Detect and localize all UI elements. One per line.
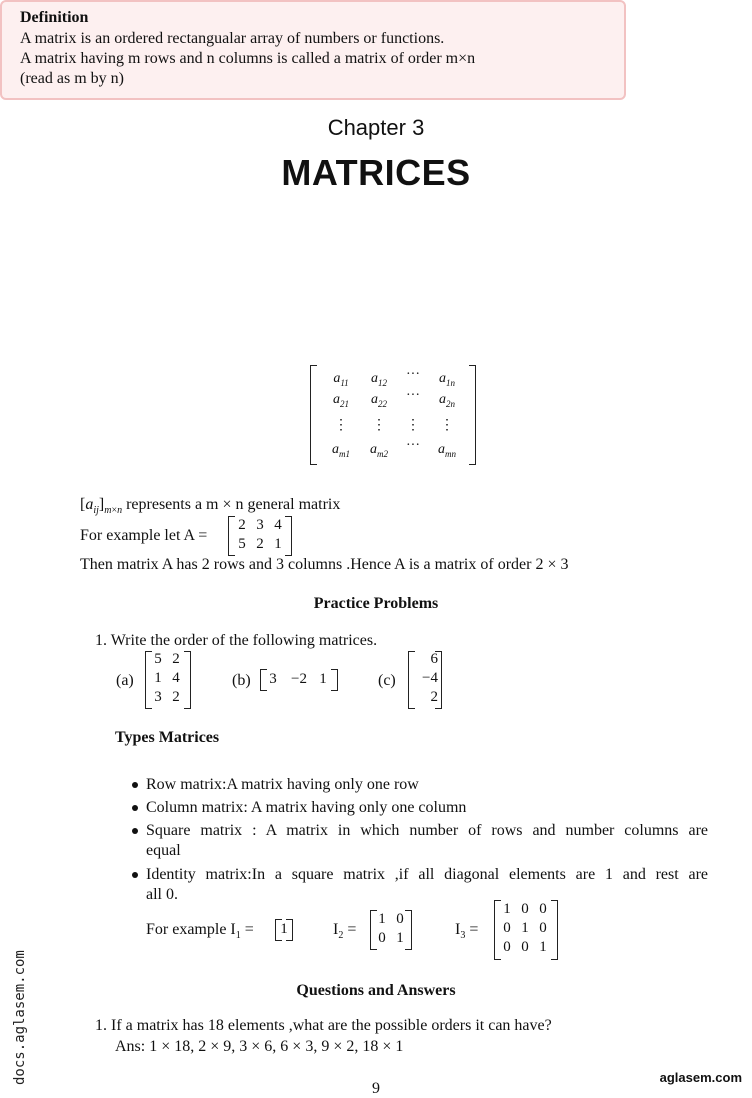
practice-question-1: 1. Write the order of the following matrices. xyxy=(95,632,378,649)
general-matrix-statement xyxy=(80,496,340,516)
matrix-cell: 3 xyxy=(256,517,264,533)
matrix-cell: −4 xyxy=(422,670,438,686)
identity-example: For example $I_1$ = xyxy=(146,921,254,942)
bullet-icon xyxy=(132,782,138,788)
types-heading: Types Matrices xyxy=(115,729,220,746)
matrix-cell: 1 xyxy=(378,911,386,927)
cell-dots: ··· xyxy=(406,367,420,382)
general-text: represents a m × n general matrix xyxy=(122,496,341,513)
matrix-a xyxy=(145,651,191,709)
cell-vdots: ⋮ xyxy=(406,418,420,433)
example-matrix-a xyxy=(228,516,292,556)
matrix-cell: 4 xyxy=(274,517,282,533)
identity-3-label: $I_3$ = xyxy=(455,921,479,942)
matrix-cell: 1 xyxy=(274,536,282,552)
cell-amn: $a_{mn}$ xyxy=(438,442,456,459)
matrix-cell: 1 xyxy=(539,939,547,955)
general-symbol: $[a_{ij}]_{m\times n}$ xyxy=(80,496,123,517)
matrix-cell: −2 xyxy=(291,671,307,687)
cell-a11: $a_{11}$ xyxy=(333,371,349,388)
cell-dots: ··· xyxy=(406,388,420,403)
matrix-cell: 0 xyxy=(503,939,511,955)
matrix-cell: 3 xyxy=(269,671,277,687)
matrix-cell: 2 xyxy=(238,517,246,533)
option-c-label: (c) xyxy=(378,672,396,689)
right-bracket xyxy=(184,651,191,709)
matrix-cell: 1 xyxy=(396,930,404,946)
cell-a22: $a_{22}$ xyxy=(371,392,387,409)
matrix-cell: 0 xyxy=(539,920,547,936)
left-bracket xyxy=(310,365,317,465)
right-bracket xyxy=(469,365,476,465)
matrix-cell: 0 xyxy=(378,930,386,946)
matrix-cell: 0 xyxy=(521,939,529,955)
cell-a1n: $a_{1n}$ xyxy=(439,371,455,388)
definition-box xyxy=(0,0,626,100)
cell-am2: $a_{m2}$ xyxy=(370,442,388,459)
chapter-label: Chapter 3 xyxy=(327,115,425,140)
type-identity-matrix-cont: all 0. xyxy=(146,886,178,903)
identity-matrix-1 xyxy=(275,919,293,941)
qa-answer-1: Ans: 1 × 18, 2 × 9, 3 × 6, 6 × 3, 9 × 2, 18 × 1 xyxy=(115,1038,404,1055)
definition-line-1: A matrix is an ordered rectangualar array of numbers or functions. xyxy=(20,30,445,47)
identity-matrix-3 xyxy=(494,900,558,960)
bullet-icon xyxy=(132,805,138,811)
chapter-title: MATRICES xyxy=(281,152,471,193)
type-row-matrix: Row matrix:A matrix having only one row xyxy=(146,776,419,793)
matrix-cell: 5 xyxy=(154,651,162,667)
bullet-icon xyxy=(132,872,138,878)
matrix-cell: 1 xyxy=(521,920,529,936)
matrix-cell: 2 xyxy=(256,536,264,552)
matrix-cell: 0 xyxy=(503,920,511,936)
bullet-icon xyxy=(132,828,138,834)
cell-a2n: $a_{2n}$ xyxy=(439,392,455,409)
type-square-matrix-cont: equal xyxy=(146,842,181,859)
type-square-matrix: Square matrix : A matrix in which number of rows and number columns are xyxy=(146,822,708,839)
identity-example-prefix: For example I xyxy=(146,921,236,938)
matrix-cell: 0 xyxy=(539,901,547,917)
type-identity-matrix: Identity matrix:In a square matrix ,if all diagonal elements are 1 and rest are xyxy=(146,866,708,883)
definition-title: Definition xyxy=(20,9,89,26)
matrix-cell: 3 xyxy=(154,689,162,705)
conclusion-text: Then matrix A has 2 rows and 3 columns .Hence A is a matrix of order 2 × 3 xyxy=(80,556,569,573)
matrix-cell: 6 xyxy=(430,651,438,667)
cell-vdots: ⋮ xyxy=(334,418,348,433)
option-a-label: (a) xyxy=(116,672,134,689)
example-prefix: For example let A = xyxy=(80,527,208,544)
right-bracket xyxy=(551,900,558,960)
cell-am1: $a_{m1}$ xyxy=(332,442,350,459)
matrix-cell: 1 xyxy=(154,670,162,686)
brand-logo-text: aglasem.com xyxy=(659,1070,742,1085)
cell-vdots: ⋮ xyxy=(372,418,386,433)
type-column-matrix: Column matrix: A matrix having only one column xyxy=(146,799,467,816)
matrix-cell: 2 xyxy=(430,689,438,705)
definition-line-2: A matrix having m rows and n columns is called a matrix of order m×n xyxy=(20,50,476,67)
matrix-cell: 0 xyxy=(396,911,404,927)
option-b-label: (b) xyxy=(232,672,251,689)
general-matrix xyxy=(310,365,476,465)
page-number: 9 xyxy=(372,1080,380,1097)
matrix-cell: 4 xyxy=(172,670,180,686)
matrix-cell: 5 xyxy=(238,536,246,552)
matrix-cell: 1 xyxy=(503,901,511,917)
right-bracket xyxy=(331,669,338,691)
cell-dots: ··· xyxy=(406,438,420,453)
identity-matrix-2 xyxy=(370,910,412,950)
cell-a21: $a_{21}$ xyxy=(333,392,349,409)
identity-2-label: $I_2$ = xyxy=(333,921,357,942)
matrix-c xyxy=(408,651,442,709)
cell-vdots: ⋮ xyxy=(440,418,454,433)
matrix-cell: 1 xyxy=(319,671,327,687)
side-watermark: docs.aglasem.com xyxy=(12,950,28,1085)
definition-line-3: (read as m by n) xyxy=(20,70,124,87)
practice-heading: Practice Problems xyxy=(313,595,439,612)
matrix-cell: 2 xyxy=(172,651,180,667)
qa-heading: Questions and Answers xyxy=(296,982,456,999)
matrix-cell: 1 xyxy=(280,921,288,937)
matrix-cell: 2 xyxy=(172,689,180,705)
qa-question-1: 1. If a matrix has 18 elements ,what are the possible orders it can have? xyxy=(95,1017,552,1034)
identity-subscript: 1 xyxy=(235,930,241,942)
matrix-cell: 0 xyxy=(521,901,529,917)
cell-a12: $a_{12}$ xyxy=(371,371,387,388)
matrix-b xyxy=(260,669,338,691)
